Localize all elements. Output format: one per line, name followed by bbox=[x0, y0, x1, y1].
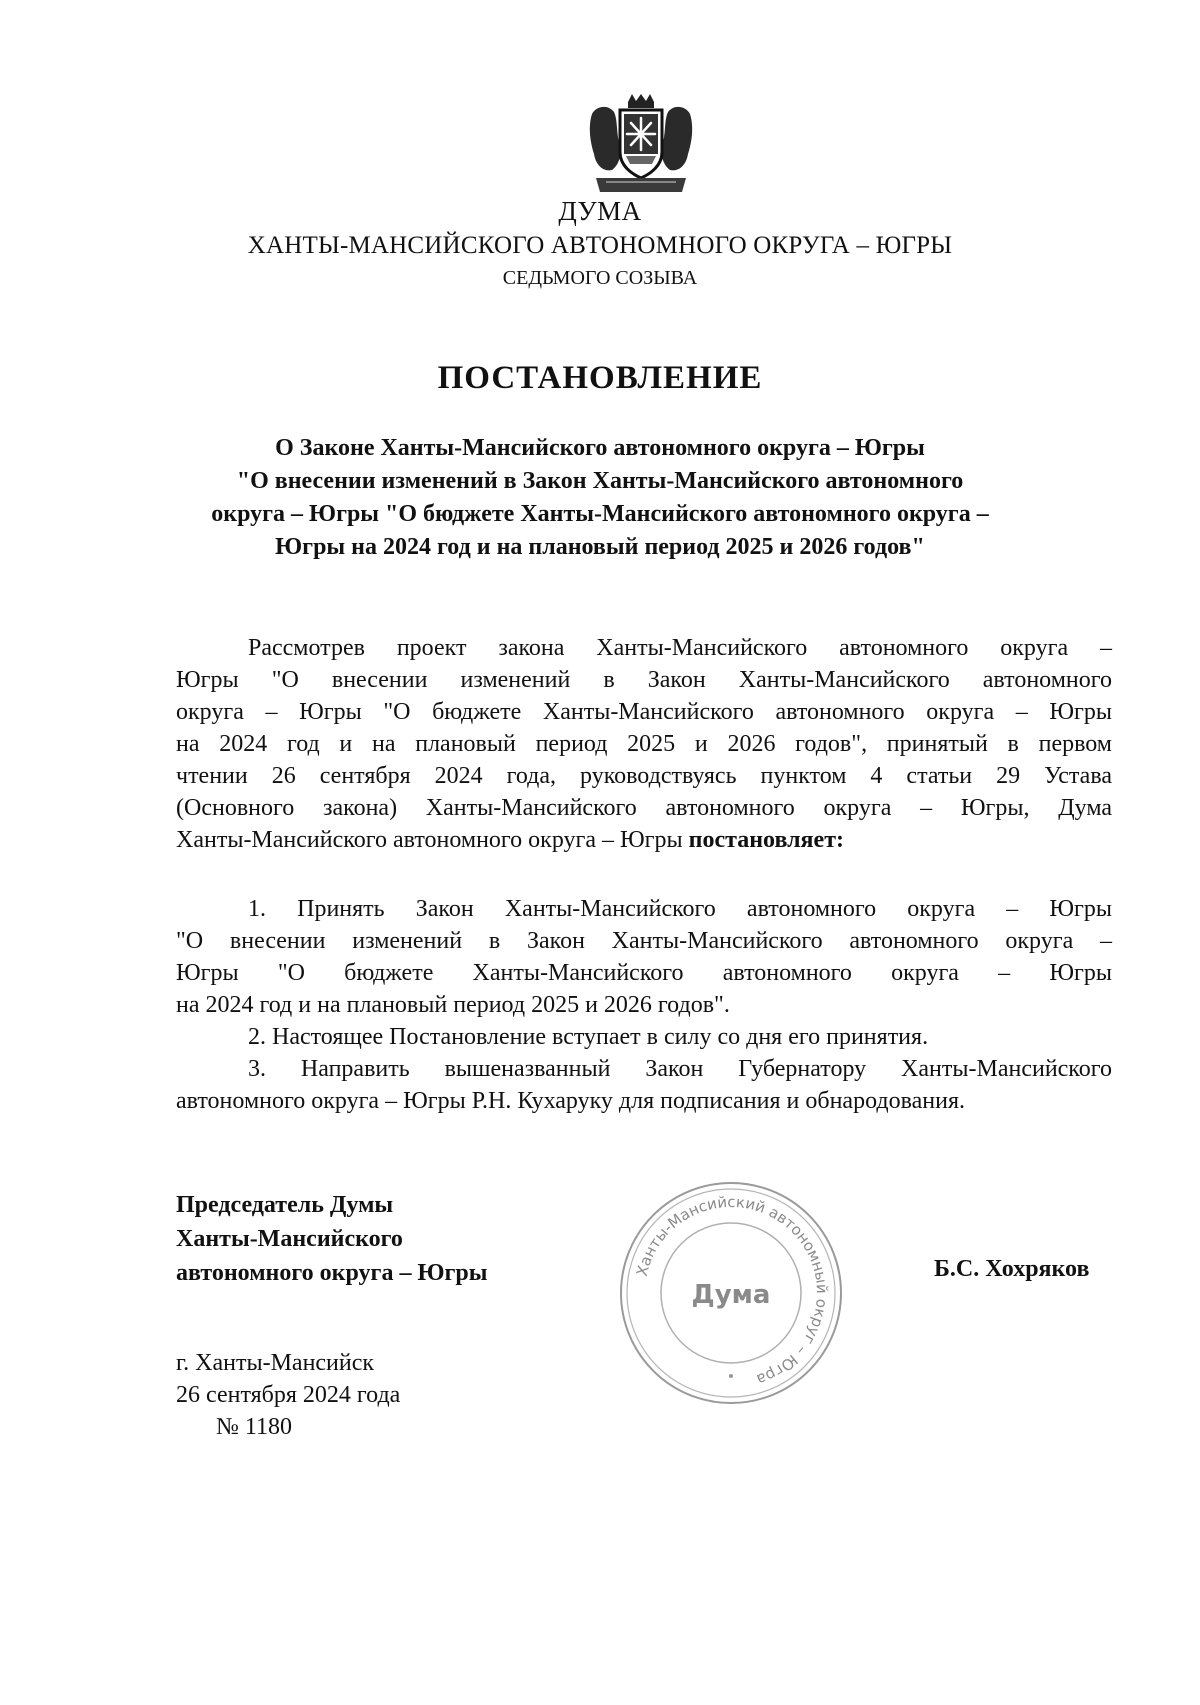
item-1-line: 1. Принять Закон Ханты-Мансийского автономного округа – Югры bbox=[248, 896, 1112, 922]
preamble-line: чтении 26 сентября 2024 года, руководствуясь пунктом 4 статьи 29 Устава bbox=[176, 763, 1112, 789]
item-3-line: 3. Направить вышеназванный Закон Губернатору Ханты-Мансийского bbox=[248, 1056, 1112, 1082]
seal-ring-text: Ханты-Мансийский автономный округ – Югра bbox=[632, 1192, 832, 1389]
subject-line: Югры на 2024 год и на плановый период 2025 и 2026 годов" bbox=[275, 534, 925, 560]
item-2: 2. Настоящее Постановление вступает в силу со дня его принятия. bbox=[248, 1024, 929, 1050]
subject-line: О Законе Ханты-Мансийского автономного округа – Югры bbox=[275, 435, 925, 461]
preamble-line: на 2024 год и на плановый период 2025 и 2026 годов", принятый в первом bbox=[176, 731, 1112, 757]
document-subject bbox=[160, 432, 1040, 564]
resolves-keyword: постановляет: bbox=[688, 827, 844, 853]
document-title: ПОСТАНОВЛЕНИЕ bbox=[437, 360, 763, 396]
document-number: № 1180 bbox=[216, 1414, 293, 1440]
org-name: ДУМА bbox=[558, 196, 642, 226]
item-1-line: на 2024 год и на плановый период 2025 и 2026 годов". bbox=[176, 992, 730, 1018]
resolution-items bbox=[176, 893, 1112, 1117]
preamble-line: Югры "О внесении изменений в Закон Ханты-Мансийского автономного bbox=[176, 667, 1112, 693]
subject-line: "О внесении изменений в Закон Ханты-Мансийского автономного bbox=[236, 468, 964, 494]
position-line: автономного округа – Югры bbox=[176, 1260, 488, 1286]
place-date-number bbox=[176, 1347, 400, 1443]
preamble-line: Рассмотрев проект закона Ханты-Мансийского автономного округа – bbox=[248, 635, 1112, 661]
preamble-line: округа – Югры "О бюджете Ханты-Мансийского автономного округа – Югры bbox=[176, 699, 1112, 725]
position-line: Председатель Думы bbox=[176, 1192, 394, 1218]
item-3-line: автономного округа – Югры Р.Н. Кухаруку для подписания и обнародования. bbox=[176, 1088, 965, 1114]
document-date: 26 сентября 2024 года bbox=[176, 1382, 401, 1408]
preamble-line-last bbox=[176, 824, 1112, 856]
preamble-last-text: Ханты-Мансийского автономного округа – Югры bbox=[176, 827, 689, 853]
item-1-line: Югры "О бюджете Ханты-Мансийского автономного округа – Югры bbox=[176, 960, 1112, 986]
item-1-line: "О внесении изменений в Закон Ханты-Мансийского автономного округа – bbox=[176, 928, 1112, 954]
org-convocation: СЕДЬМОГО СОЗЫВА bbox=[502, 267, 698, 289]
signatory-position bbox=[176, 1188, 487, 1290]
seal-center-text: Дума bbox=[691, 1280, 771, 1310]
signatory-name: Б.С. Хохряков bbox=[934, 1256, 1090, 1282]
official-seal bbox=[618, 1180, 844, 1406]
preamble-paragraph bbox=[176, 632, 1112, 856]
coat-of-arms-icon bbox=[586, 94, 696, 196]
preamble-line: (Основного закона) Ханты-Мансийского автономного округа – Югры, Дума bbox=[176, 795, 1112, 821]
org-region: ХАНТЫ-МАНСИЙСКОГО АВТОНОМНОГО ОКРУГА – ЮГРЫ bbox=[247, 232, 953, 259]
position-line: Ханты-Мансийского bbox=[176, 1226, 403, 1252]
subject-line: округа – Югры "О бюджете Ханты-Мансийского автономного округа – bbox=[211, 501, 989, 527]
city: г. Ханты-Мансийск bbox=[176, 1350, 375, 1376]
